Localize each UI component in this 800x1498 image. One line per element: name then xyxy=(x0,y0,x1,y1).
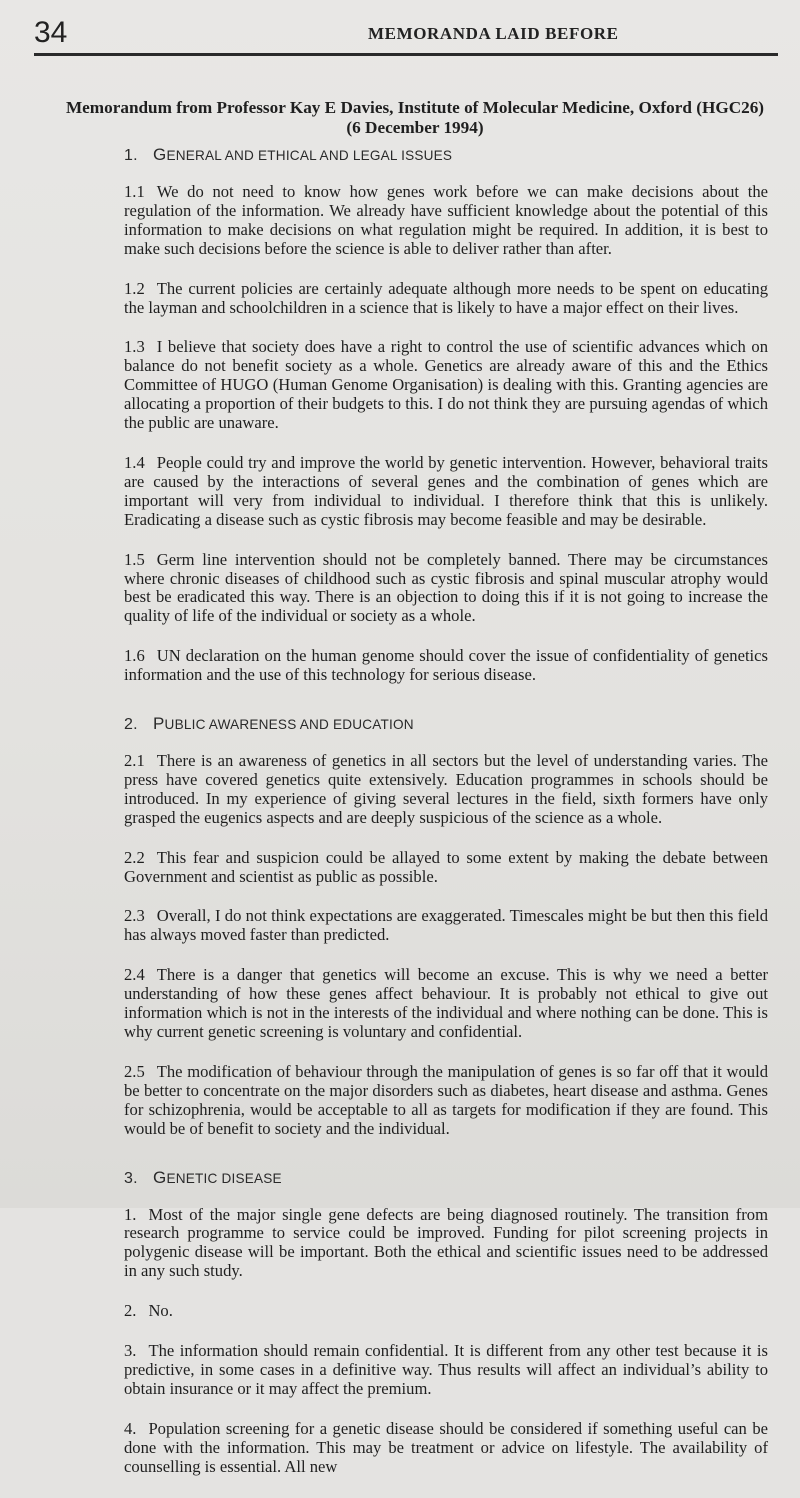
paragraph-number: 2.5 xyxy=(124,1061,145,1081)
paragraph-number: 1.5 xyxy=(124,549,145,569)
header-rule xyxy=(34,53,778,56)
memorandum-title xyxy=(60,98,770,138)
paragraph-number: 1.3 xyxy=(124,337,145,357)
paragraph-number: 2.2 xyxy=(124,847,145,867)
paragraph-number: 1.6 xyxy=(124,646,145,666)
paragraph-text: Most of the major single gene defects are being diagnosed routinely. The transition from research programme to service could be improved. Funding for pilot screening projects in polygenic disease will be important. Both the ethical and scientific issues need to be addressed in any such study. xyxy=(124,1204,768,1281)
paragraph xyxy=(124,907,768,945)
memorandum-title-line-2: (6 December 1994) xyxy=(346,118,484,137)
paragraph xyxy=(124,1206,768,1282)
paragraph xyxy=(124,551,768,627)
paragraph-number: 1.1 xyxy=(124,182,145,201)
section-heading-text: UBLIC AWARENESS AND EDUCATION xyxy=(164,717,414,733)
paragraph xyxy=(124,338,768,433)
section-heading-text: ENETIC DISEASE xyxy=(166,1170,282,1186)
paragraph-number: 1.4 xyxy=(124,452,145,472)
paragraph-text: We do not need to know how genes work before we can make decisions about the regulation of the information. We already have sufficient knowledge about the potential of this information to make decisions on what regulation might be required. In addition, it is best to make such decisions before the science is able to deliver rather than after. xyxy=(124,182,768,258)
section-number: 2. xyxy=(124,716,138,734)
paragraph-text: This fear and suspicion could be allayed to some extent by making the debate between Government and scientist as public as possible. xyxy=(124,847,768,886)
paragraph-text: The current policies are certainly adequate although more needs to be spent on educating the layman and schoolchildren in a science that is likely to have a major effect on their lives. xyxy=(124,278,768,317)
section-spacer xyxy=(124,1160,768,1169)
section-number: 3. xyxy=(124,1169,138,1187)
section-number: 1. xyxy=(124,147,138,164)
paragraph-number: 3. xyxy=(124,1341,137,1361)
paragraph xyxy=(124,1302,768,1321)
paragraph-number: 1. xyxy=(124,1204,137,1224)
paragraph-text: The modification of behaviour through the manipulation of genes is so far off that it would be better to concentrate on the major disorders such as diabetes, heart disease and asthma. Genes for schizophrenia, would be acceptable to all as targets for modification if they are found. This would be of benefit to society and the individual. xyxy=(124,1061,768,1138)
paragraph-text: Germ line intervention should not be completely banned. There may be circumstances where chronic diseases of childhood such as cystic fibrosis and spinal muscular atrophy would best be eradicated this way. There is an objection to doing this if it is not going to increase the quality of life of the individual or society as a whole. xyxy=(124,549,768,626)
paragraph xyxy=(124,752,768,828)
running-head xyxy=(34,18,778,48)
section-heading-initial: G xyxy=(153,145,167,164)
paragraph-text: The information should remain confidential. It is different from any other test because it is predictive, in some cases in a definitive way. Thus results will affect an individual’s ability to obtain insurance or it may affect the premium. xyxy=(124,1341,768,1398)
paragraph-text: There is a danger that genetics will become an excuse. This is why we need a better understanding of how these genes affect behaviour. It is probably not ethical to give out information which is not in the interests of the individual and where nothing can be done. This is why current genetic screening is voluntary and confidential. xyxy=(124,965,768,1041)
memorandum-body xyxy=(124,146,768,1498)
memorandum-title-line-1: Memorandum from Professor Kay E Davies, Institute of Molecular Medicine, Oxford (HGC26) xyxy=(65,98,765,117)
paragraph xyxy=(124,1342,768,1399)
section-heading-initial: P xyxy=(153,714,165,734)
paragraph-number: 2.4 xyxy=(124,965,145,985)
paragraph-text: UN declaration on the human genome should cover the issue of confidentiality of genetics information and the use of this technology for serious disease. xyxy=(124,646,768,685)
paragraph xyxy=(124,280,768,318)
paragraph-number: 2.1 xyxy=(124,751,145,771)
paragraph xyxy=(124,183,768,259)
paragraph xyxy=(124,1420,768,1477)
paragraph xyxy=(124,454,768,530)
paragraph-text: Population screening for a genetic disease should be considered if something useful can be done with the information. This may be treatment or advice on lifestyle. The availability of counselling is essential. All new xyxy=(124,1418,768,1476)
section-heading-initial: G xyxy=(153,1167,167,1187)
paragraph-number: 2. xyxy=(124,1301,137,1321)
running-title: MEMORANDA LAID BEFORE xyxy=(368,24,619,43)
paragraph-number: 2.3 xyxy=(124,906,145,926)
paragraph-text: I believe that society does have a right to control the use of scientific advances which on balance do not benefit society as a whole. Genetics are already aware of this and the Ethics Committee of HUGO (Human Genome Organisation) is dealing with this. Granting agencies are allocating a proportion of their budgets to this. I do not think they are pursuing agendas of which the public are unaware. xyxy=(124,337,768,433)
paragraph xyxy=(124,849,768,887)
section-spacer xyxy=(124,706,768,715)
page-number: 34 xyxy=(34,16,68,49)
paragraph-text: Overall, I do not think expectations are exaggerated. Timescales might be but then this field has always moved faster than predicted. xyxy=(124,906,768,945)
section-heading xyxy=(124,715,768,733)
paragraph xyxy=(124,1063,768,1139)
paragraph xyxy=(124,966,768,1042)
paragraph-text: No. xyxy=(148,1301,173,1321)
paragraph-number: 1.2 xyxy=(124,278,145,298)
paragraph-text: There is an awareness of genetics in all sectors but the level of understanding varies. The press have covered genetics quite extensively. Education programmes in schools should be introduced. In my experience of giving several lectures in the field, sixth formers have only grasped the eugenics aspects and are deeply suspicious of the science as a whole. xyxy=(124,751,768,827)
paragraph-text: People could try and improve the world by genetic intervention. However, behavioral traits are caused by the interactions of several genes and the combination of genes which are important will very from individual to individual. I therefore think that this is unlikely. Eradicating a disease such as cystic fibrosis may become feasible and may be desirable. xyxy=(124,452,768,529)
paragraph xyxy=(124,647,768,685)
paragraph-number: 4. xyxy=(124,1418,137,1438)
section-heading xyxy=(124,1169,768,1187)
section-heading-text: ENERAL AND ETHICAL AND LEGAL ISSUES xyxy=(166,148,453,163)
section-heading xyxy=(124,146,768,164)
